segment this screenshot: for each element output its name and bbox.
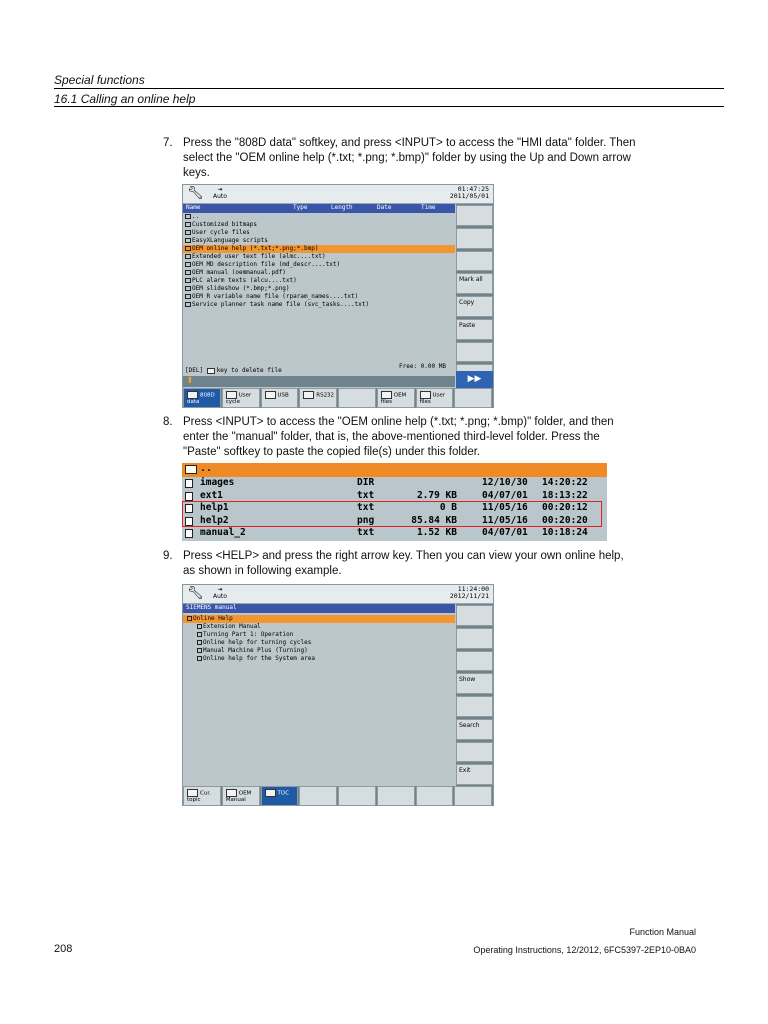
tree-item[interactable]	[183, 615, 455, 623]
delete-key-icon	[207, 368, 215, 374]
file-time: 00:20:20	[542, 514, 588, 526]
file-date: 04/07/01	[482, 527, 528, 538]
softkey-icon	[226, 391, 237, 399]
folder-row[interactable]	[183, 213, 455, 221]
section-title: Special functions	[54, 73, 145, 87]
hmi-screen-online-help	[182, 584, 494, 806]
tree-label: Online help for the System area	[203, 655, 315, 662]
folder-name: Service planner task name file (svc_tasks....txt)	[192, 301, 370, 308]
horizontal-softkey[interactable]	[261, 786, 299, 806]
date: 2011/05/01	[449, 192, 489, 200]
horizontal-softkey[interactable]	[222, 388, 260, 408]
file-icon	[185, 492, 193, 501]
file-row[interactable]	[182, 477, 607, 489]
horizontal-softkeys	[183, 388, 493, 408]
file-date: 11/05/16	[482, 514, 528, 526]
softkey-label: OEM Manual	[225, 790, 252, 803]
file-type: txt	[357, 489, 375, 501]
file-name: help1	[200, 502, 229, 513]
folder-icon	[185, 270, 191, 275]
step-number: 8.	[163, 416, 173, 428]
horizontal-softkey[interactable]	[222, 786, 260, 806]
vertical-softkey[interactable]: Exit	[456, 764, 493, 785]
tree-label: Online help for turning cycles	[203, 639, 312, 646]
step-text	[183, 136, 703, 181]
page-icon	[197, 624, 202, 629]
file-icon	[185, 529, 193, 538]
col-time: Time	[421, 204, 436, 211]
file-type: txt	[357, 502, 375, 513]
softkey-icon	[187, 391, 198, 399]
folder-row[interactable]	[183, 269, 455, 277]
folder-icon	[185, 479, 193, 488]
folder-row[interactable]	[183, 293, 455, 301]
tree-label: Turning Part 1: Operation	[203, 631, 294, 638]
horizontal-softkeys	[183, 786, 493, 806]
step-line: as shown in following example.	[183, 565, 342, 577]
vertical-softkeys	[456, 204, 493, 386]
step-line: "Paste" softkey to paste the copied file(s) under this folder.	[183, 446, 481, 458]
softkey-icon	[265, 789, 276, 797]
tree-item[interactable]	[183, 639, 455, 647]
auto-arrow-icon: ⇥	[217, 586, 223, 593]
folder-icon	[185, 278, 191, 283]
file-date: 12/10/30	[482, 477, 528, 488]
folder-name: OEM R variable name file (rparam_names....txt)	[192, 293, 359, 300]
folder-icon	[185, 465, 197, 474]
step-text	[183, 415, 703, 460]
tree-item[interactable]	[183, 647, 455, 655]
mode-indicator	[213, 586, 227, 600]
folder-row[interactable]	[183, 301, 455, 309]
folder-icon	[185, 286, 191, 291]
horizontal-softkey[interactable]	[299, 388, 337, 408]
softkey-label: User cycle	[225, 392, 252, 405]
book-icon	[187, 616, 192, 621]
time: 11:24:00	[457, 585, 489, 593]
vertical-softkey[interactable]	[456, 651, 493, 672]
file-type: png	[357, 514, 375, 526]
file-size: 85.84 KB	[411, 514, 457, 526]
softkey-icon	[265, 391, 276, 399]
folder-name: PLC alarm texts (alcu....txt)	[192, 277, 297, 284]
softkey-icon	[303, 391, 314, 399]
softkey-label: OEM files	[380, 392, 407, 405]
softkey-label: Cur. topic	[187, 790, 211, 803]
page-icon	[197, 656, 202, 661]
tree-item[interactable]	[183, 631, 455, 639]
vertical-softkeys	[456, 604, 493, 786]
folder-list	[183, 213, 455, 353]
folder-row[interactable]	[183, 285, 455, 293]
vertical-softkey[interactable]: Show	[456, 673, 493, 694]
folder-row[interactable]	[183, 229, 455, 237]
horizontal-softkey[interactable]	[261, 388, 299, 408]
tree-label: Manual Machine Plus (Turning)	[203, 647, 308, 654]
wrench-icon: 🔧︎	[187, 186, 204, 201]
folder-name: OEM slideshow (*.bmp;*.png)	[192, 285, 290, 292]
folder-row[interactable]	[183, 221, 455, 229]
horizontal-softkey[interactable]	[183, 786, 221, 806]
horizontal-softkey[interactable]	[416, 786, 454, 806]
header-rule	[54, 88, 724, 89]
hmi-screen-data-folder	[182, 184, 494, 408]
parent-label: ..	[200, 463, 213, 474]
vertical-softkey[interactable]	[456, 342, 493, 363]
horizontal-softkey[interactable]	[338, 388, 376, 408]
folder-name: User cycle files	[192, 229, 250, 236]
vertical-softkey[interactable]	[456, 605, 493, 626]
softkey-label: User files	[419, 392, 446, 405]
folder-icon	[185, 262, 191, 267]
col-name: Name	[186, 204, 201, 211]
folder-name: OEM manual (oemmanual.pdf)	[192, 269, 286, 276]
step-line: Press <INPUT> to access the "OEM online help (*.txt; *.png; *.bmp)" folder, and then	[183, 416, 614, 428]
step-line: Press <HELP> and press the right arrow key. Then you can view your own online help,	[183, 550, 624, 562]
file-time: 18:13:22	[542, 489, 588, 501]
softkey-icon	[381, 391, 392, 399]
folder-name: Extended user text file (almc....txt)	[192, 253, 326, 260]
vertical-softkey[interactable]: Copy	[456, 296, 493, 317]
page-icon	[197, 640, 202, 645]
folder-icon	[185, 230, 191, 235]
step-line: enter the "manual" folder, that is, the above-mentioned third-level folder. Press the	[183, 431, 600, 443]
folder-name: Customized bitmaps	[192, 221, 258, 228]
vertical-softkey[interactable]	[456, 205, 493, 226]
parent-row[interactable]	[182, 463, 607, 477]
home-icon[interactable]: ⬆	[186, 376, 194, 386]
file-name: ext1	[200, 489, 223, 501]
softkey-label: USB	[277, 392, 289, 399]
folder-icon	[185, 294, 191, 299]
step-text	[183, 549, 703, 579]
tree-item[interactable]	[183, 623, 455, 631]
file-size: 0 B	[439, 502, 457, 513]
folder-name: OEM MD description file (md_descr....txt)	[192, 261, 341, 268]
col-length: Length	[331, 204, 353, 211]
vertical-softkey[interactable]	[456, 628, 493, 649]
folder-row[interactable]	[183, 253, 455, 261]
clock	[450, 186, 489, 200]
page-icon	[197, 632, 202, 637]
folder-row[interactable]	[183, 261, 455, 269]
status-bar	[183, 585, 493, 604]
horizontal-softkey[interactable]	[454, 786, 492, 806]
horizontal-softkey[interactable]	[416, 388, 454, 408]
step-line: keys.	[183, 167, 210, 179]
home-bar	[183, 376, 455, 387]
vertical-softkey[interactable]	[456, 251, 493, 272]
page-icon	[197, 648, 202, 653]
softkey-icon	[226, 789, 237, 797]
horizontal-softkey[interactable]	[338, 786, 376, 806]
file-name: help2	[200, 514, 229, 526]
column-header	[183, 204, 455, 213]
file-date: 11/05/16	[482, 502, 528, 513]
file-type: txt	[357, 527, 375, 538]
folder-name: OEM online help (*.txt;*.png;*.bmp)	[192, 245, 319, 252]
file-time: 14:20:22	[542, 477, 588, 488]
horizontal-softkey[interactable]	[454, 388, 492, 408]
file-date: 04/07/01	[482, 489, 528, 501]
vertical-softkey[interactable]: Paste	[456, 319, 493, 340]
file-row[interactable]	[182, 490, 607, 502]
horizontal-softkey[interactable]	[183, 388, 221, 408]
folder-icon	[185, 222, 191, 227]
folder-icon	[185, 302, 191, 307]
date: 2012/11/21	[449, 592, 489, 600]
softkey-icon	[420, 391, 431, 399]
folder-name: EasyXLanguage scripts	[192, 237, 268, 244]
folder-name: ..	[192, 213, 200, 220]
del-key: [DEL]	[185, 367, 207, 374]
horizontal-softkey[interactable]	[299, 786, 337, 806]
softkey-label: RS232	[316, 392, 335, 399]
col-date: Date	[377, 204, 392, 211]
time: 01:47:25	[457, 185, 489, 193]
vertical-softkey[interactable]: Mark all	[456, 273, 493, 294]
step-number: 9.	[163, 550, 173, 562]
folder-icon	[185, 238, 191, 243]
footer-manual: Function Manual	[629, 927, 696, 937]
file-time: 00:20:12	[542, 502, 588, 513]
folder-row[interactable]	[183, 245, 455, 253]
footer-info: Operating Instructions, 12/2012, 6FC5397-2EP10-0BA0	[473, 945, 696, 955]
folder-row[interactable]	[183, 237, 455, 245]
step-line: select the "OEM online help (*.txt; *.png; *.bmp)" folder by using the Up and Down arrow	[183, 152, 631, 164]
highlight-box	[182, 501, 602, 527]
clock	[450, 586, 489, 600]
horizontal-softkey[interactable]	[377, 388, 415, 408]
wrench-icon: 🔧︎	[187, 586, 204, 601]
manual-folder-file-list	[182, 463, 607, 541]
col-type: Type	[293, 204, 308, 211]
page-number: 208	[54, 943, 73, 955]
tree-item[interactable]	[183, 655, 455, 663]
window-title: SIEMENS manual	[183, 604, 455, 613]
horizontal-softkey[interactable]	[377, 786, 415, 806]
file-type: DIR	[357, 477, 375, 488]
next-arrows[interactable]: ▶▶	[456, 371, 493, 388]
mode-label: Auto	[213, 593, 227, 600]
mode-label: Auto	[213, 193, 227, 200]
status-bar	[183, 185, 493, 204]
file-size: 2.79 KB	[416, 489, 457, 501]
tree-label: Online Help	[193, 615, 233, 622]
step-number: 7.	[163, 137, 173, 149]
file-name: manual_2	[200, 527, 246, 538]
file-time: 10:18:24	[542, 527, 588, 538]
softkey-label: TOC	[277, 790, 290, 797]
subheader-rule	[54, 106, 724, 107]
folder-row[interactable]	[183, 277, 455, 285]
subsection-title: 16.1 Calling an online help	[54, 92, 196, 106]
vertical-softkey[interactable]	[456, 228, 493, 249]
file-size: 1.52 KB	[416, 527, 457, 538]
delete-hint-text: key to delete file	[216, 367, 282, 374]
file-name: images	[200, 477, 235, 488]
vertical-softkey[interactable]	[456, 742, 493, 763]
step-line: Press the "808D data" softkey, and press <INPUT> to access the "HMI data" folder. Then	[183, 137, 636, 149]
tree-label: Extension Manual	[203, 623, 261, 630]
folder-icon	[185, 254, 191, 259]
mode-indicator	[213, 186, 227, 200]
vertical-softkey[interactable]: Search	[456, 719, 493, 740]
softkey-label: 808D data	[187, 392, 215, 405]
softkey-icon	[187, 789, 198, 797]
folder-icon	[185, 214, 191, 219]
vertical-softkey[interactable]	[456, 696, 493, 717]
folder-icon	[185, 246, 191, 251]
auto-arrow-icon: ⇥	[217, 186, 223, 193]
free-space: Free: 0.00 MB	[399, 363, 446, 370]
file-row[interactable]	[182, 527, 607, 539]
help-tree	[183, 615, 455, 775]
